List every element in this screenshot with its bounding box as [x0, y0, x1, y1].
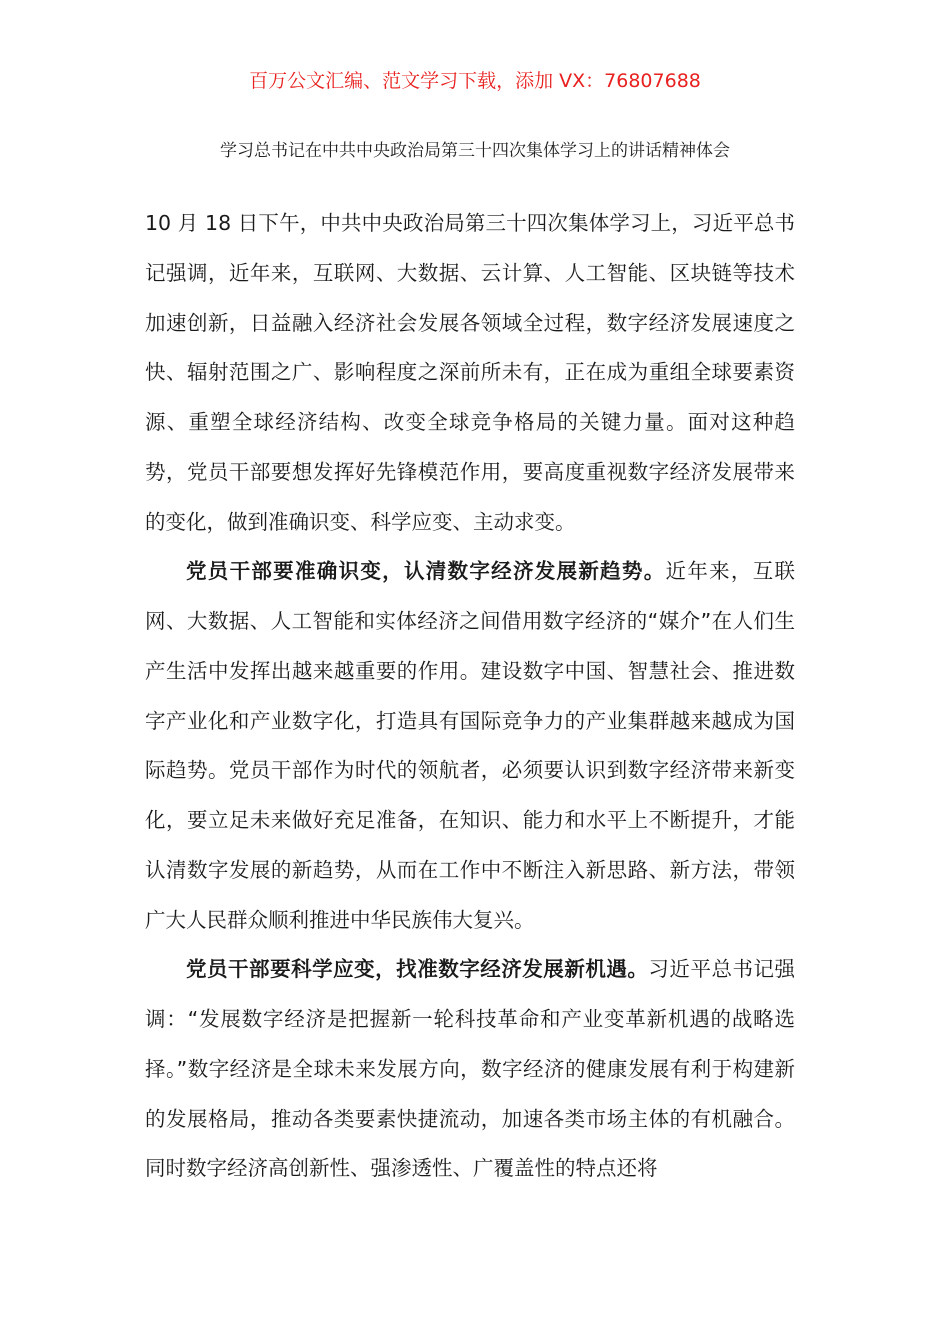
paragraph-text: 近年来，互联网、大数据、人工智能和实体经济之间借用数字经济的“媒介”在人们生产生活中发挥出越来越重要的作用。建设数字中国、智慧社会、推进数字产业化和产业数字化，打造具有国际竞争力的产业集群越来越成为国际趋势。党员干部作为时代的领航者，必须要认识到数字经济带来新变化，要立足未来做好充足准备，在知识、能力和水平上不断提升，才能认清数字发展的新趋势，从而在工作中不断注入新思路、新方法，带领广大人民群众顺利推进中华民族伟大复兴。 [145, 559, 796, 932]
paragraph-intro [145, 199, 795, 547]
paragraph-respond-change [145, 945, 795, 1194]
paragraph-lead: 党员干部要科学应变，找准数字经济发展新机遇。 [186, 957, 649, 982]
paragraph-lead: 党员干部要准确识变，认清数字经济发展新趋势。 [186, 559, 666, 584]
document-title: 学习总书记在中共中央政治局第三十四次集体学习上的讲话精神体会 [220, 141, 730, 161]
paragraph-text: 10 月 18 日下午，中共中央政治局第三十四次集体学习上，习近平总书记强调，近年来，互联网、大数据、云计算、人工智能、区块链等技术加速创新，日益融入经济社会发展各领域全过程，数字经济发展速度之快、辐射范围之广、影响程度之深前所未有，正在成为重组全球要素资源、重塑全球经济结构、改变全球竞争格局的关键力量。面对这种趋势，党员干部要想发挥好先锋模范作用，要高度重视数字经济发展带来的变化，做到准确识变、科学应变、主动求变。 [145, 211, 795, 534]
paragraph-text: 习近平总书记强调：“发展数字经济是把握新一轮科技革命和产业变革新机遇的战略选择。”数字经济是全球未来发展方向，数字经济的健康发展有利于构建新的发展格局，推动各类要素快捷流动，加速各类市场主体的有机融合。同时数字经济高创新性、强渗透性、广覆盖性的特点还将 [145, 957, 796, 1181]
paragraph-recognize-change [145, 547, 795, 945]
document-body [145, 199, 795, 1194]
promo-banner: 百万公文汇编、范文学习下载，添加 VX：76807688 [249, 70, 701, 92]
